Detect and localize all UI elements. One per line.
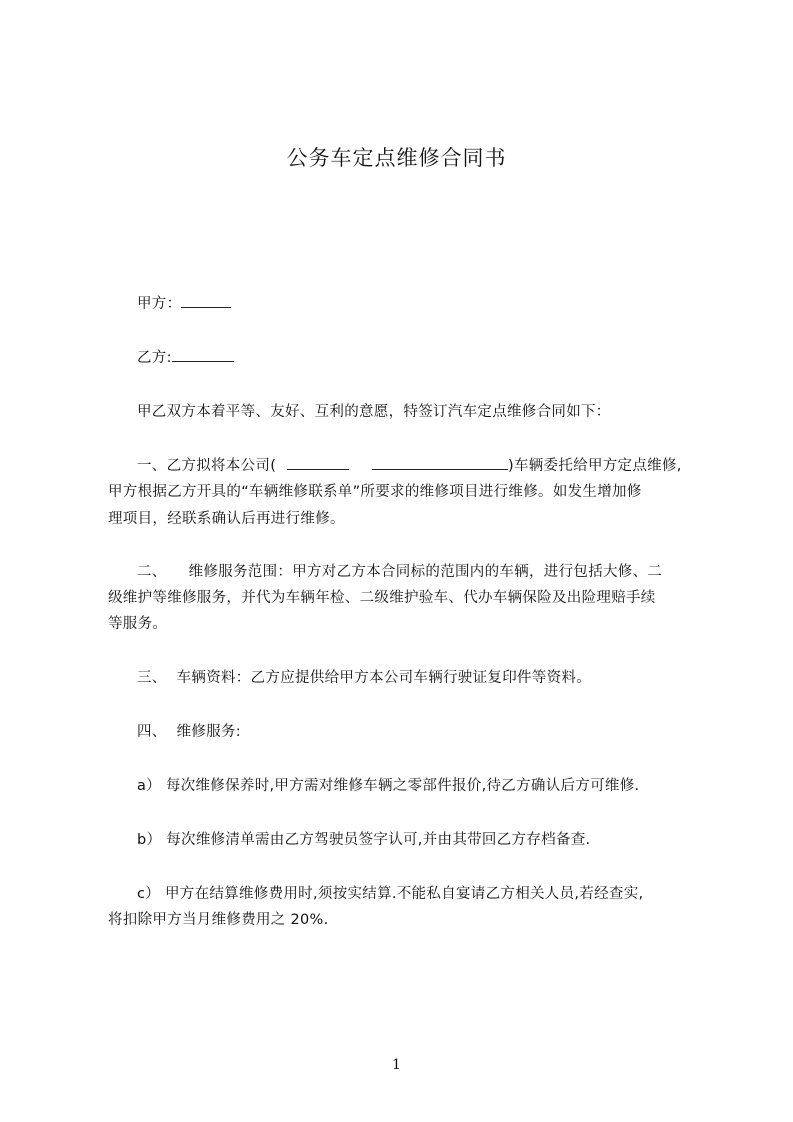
- clause2-line3: 等服务。: [108, 616, 168, 632]
- party-b-label: 乙方:: [137, 350, 172, 366]
- clause4-number: 四、: [137, 724, 167, 740]
- party-a-blank: [181, 293, 231, 308]
- clause2-line2: 级维护等维修服务，并代为车辆年检、二级维护验车、代办车辆保险及出险理赔手续: [108, 590, 656, 606]
- page-title: 公务车定点维修合同书: [286, 146, 507, 170]
- company-blank-2: [372, 455, 508, 470]
- party-a-line: [137, 292, 231, 313]
- company-blank-1: [287, 455, 349, 470]
- clause3-text: 车辆资料：乙方应提供给甲方本公司车辆行驶证复印件等资料。: [176, 670, 592, 686]
- clause2-text: 维修服务范围：甲方对乙方本合同标的范围内的车辆，进行包括大修、二: [188, 564, 663, 580]
- item-c-line2: 将扣除甲方当月维修费用之 20%.: [108, 912, 329, 928]
- clause4-text: 维修服务:: [176, 724, 241, 740]
- item-c-line1: c） 甲方在结算维修费用时,须按实结算.不能私自宴请乙方相关人员,若经查实,: [137, 886, 644, 902]
- clause3-line: [137, 666, 591, 687]
- item-a: a） 每次维修保养时,甲方需对维修车辆之零部件报价,待乙方确认后方可维修.: [137, 778, 640, 794]
- clause1-tail: )车辆委托给甲方定点维修,: [508, 458, 682, 474]
- clause3-number: 三、: [137, 670, 167, 686]
- clause1-line1: [137, 454, 682, 475]
- party-b-blank: [172, 347, 234, 362]
- clause2-number: 二、: [137, 564, 167, 580]
- clause4-line: [137, 720, 241, 741]
- page-number: 1: [392, 1057, 401, 1073]
- clause1-line3: 理项目，经联系确认后再进行维修。: [108, 511, 345, 527]
- clause1-line2: 甲方根据乙方开具的“车辆维修联系单”所要求的维修项目进行维修。如发生增加修: [108, 484, 642, 500]
- item-b: b） 每次维修清单需由乙方驾驶员签字认可,并由其带回乙方存档备查.: [137, 832, 591, 848]
- clause2-line1: [137, 560, 662, 581]
- party-a-label: 甲方：: [137, 296, 182, 312]
- intro-text: 甲乙双方本着平等、友好、互利的意愿，特签订汽车定点维修合同如下：: [137, 404, 611, 420]
- clause1-lead: 一、乙方拟将本公司(: [137, 458, 277, 474]
- party-b-line: [137, 346, 234, 367]
